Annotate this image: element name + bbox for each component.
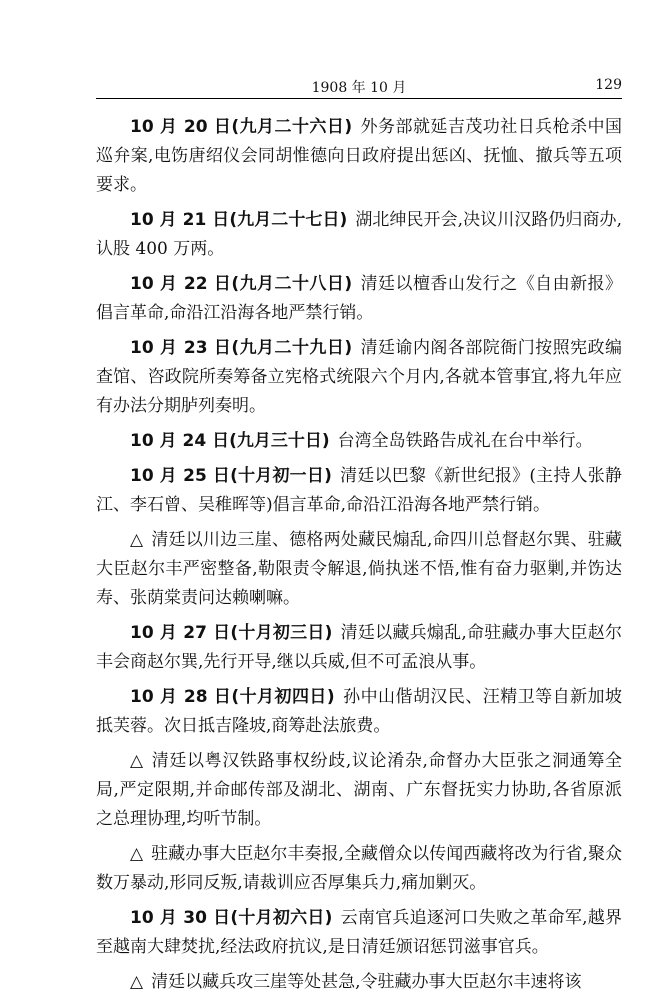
entry-text: 清廷以川边三崖、德格两处藏民煽乱,命四川总督赵尔巽、驻藏大臣赵尔丰严密整备,勒限责令解退,倘执迷不悟,惟有奋力驱剿,并饬达寿、张荫棠责问达赖喇嘛。 xyxy=(96,530,622,608)
entry-text: 驻藏办事大臣赵尔丰奏报,全藏僧众以传闻西藏将改为行省,聚众数万暴动,形同反叛,请裁训应否厚集兵力,痛加剿灭。 xyxy=(96,844,623,893)
page-header xyxy=(96,74,622,99)
entry-date: 10 月 28 日(十月初四日) xyxy=(130,687,335,707)
chronology-entry xyxy=(96,683,622,741)
entry-text: 外务部就延吉茂功社日兵枪杀中国巡弁案,电饬唐绍仪会同胡惟德向日政府提出惩凶、抚恤、撤兵等五项要求。 xyxy=(96,117,623,195)
chronology-entry xyxy=(96,334,622,421)
running-title: 1908 年 10 月 xyxy=(311,80,407,96)
entry-text: 清廷以粤汉铁路事权纷歧,议论淆杂,命督办大臣张之洞通筹全局,严定限期,并命邮传部及湖北、湖南、广东督抚实力协助,各省原派之总理协理,均听节制。 xyxy=(96,751,623,829)
chronology-entry xyxy=(96,526,622,613)
chronology-entry xyxy=(96,619,622,677)
entry-text: 清廷以藏兵煽乱,命驻藏办事大臣赵尔丰会商赵尔巽,先行开导,继以兵威,但不可孟浪从事。 xyxy=(96,623,623,672)
chronology-entry xyxy=(96,747,622,834)
chronology-body xyxy=(96,113,622,1003)
same-date-marker: △ xyxy=(130,844,144,864)
entry-date: 10 月 21 日(九月二十七日) xyxy=(130,210,348,230)
chronology-entry xyxy=(96,904,622,962)
entry-text: 清廷谕内阁各部院衙门按照宪政编查馆、咨政院所奏筹备立宪格式统限六个月内,各就本管事宜,将九年应有办法分期胪列奏明。 xyxy=(96,338,623,416)
entry-text: 清廷以藏兵攻三崖等处甚急,令驻藏办事大臣赵尔丰速将该 xyxy=(151,972,582,992)
entry-text: 孙中山偕胡汉民、汪精卫等自新加坡抵芙蓉。次日抵吉隆坡,商筹赴法旅费。 xyxy=(96,687,623,736)
entry-date: 10 月 27 日(十月初三日) xyxy=(130,623,333,643)
entry-date: 10 月 24 日(九月三十日) xyxy=(130,431,330,451)
chronology-entry xyxy=(96,270,622,328)
same-date-marker: △ xyxy=(130,530,144,550)
page-number: 129 xyxy=(595,77,622,93)
chronology-entry xyxy=(96,113,622,200)
same-date-marker: △ xyxy=(130,751,144,771)
entry-text: 云南官兵追逐河口失败之革命军,越界至越南大肆焚扰,经法政府抗议,是日清廷颁诏惩罚滋事官兵。 xyxy=(96,908,623,957)
entry-text: 清廷以檀香山发行之《自由新报》倡言革命,命沿江沿海各地严禁行销。 xyxy=(96,274,623,323)
chronology-entry xyxy=(96,462,622,520)
entry-date: 10 月 23 日(九月二十九日) xyxy=(130,338,353,358)
chronology-entry xyxy=(96,206,622,264)
chronology-entry xyxy=(96,427,622,456)
entry-date: 10 月 20 日(九月二十六日) xyxy=(130,117,353,137)
chronology-entry xyxy=(96,840,622,898)
entry-date: 10 月 30 日(十月初六日) xyxy=(130,908,333,928)
chronology-entry xyxy=(96,968,622,997)
entry-date: 10 月 25 日(十月初一日) xyxy=(130,466,332,486)
same-date-marker: △ xyxy=(130,972,144,992)
entry-text: 湖北绅民开会,决议川汉路仍归商办,认股 400 万两。 xyxy=(96,210,622,259)
entry-text: 清廷以巴黎《新世纪报》(主持人张静江、李石曾、吴稚晖等)倡言革命,命沿江沿海各地严禁行销。 xyxy=(96,466,622,515)
entry-text: 台湾全岛铁路告成礼在台中举行。 xyxy=(337,431,593,451)
entry-date: 10 月 22 日(九月二十八日) xyxy=(130,274,353,294)
